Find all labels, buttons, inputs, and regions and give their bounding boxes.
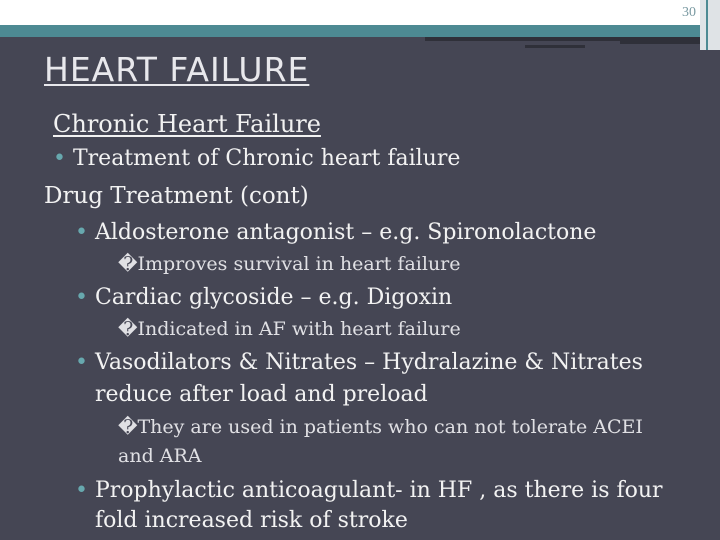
list-item (75, 285, 452, 310)
sub-item-text: Indicated in AF with heart failure (137, 318, 461, 340)
list-item (75, 220, 596, 245)
bullet-icon: • (75, 285, 88, 310)
list-item-continuation: fold increased risk of stroke (95, 508, 408, 533)
sub-item-text: They are used in patients who can not tolerate ACEI (137, 416, 643, 438)
list-item (75, 478, 663, 503)
corner-panel (700, 0, 720, 50)
divider-line (620, 41, 700, 44)
slide-title: HEART FAILURE (44, 50, 310, 89)
bullet-icon: • (53, 146, 66, 171)
list-item-continuation: reduce after load and preload (95, 382, 428, 407)
list-item-text: Vasodilators & Nitrates – Hydralazine & Nitrates (94, 350, 643, 375)
accent-bar (0, 25, 700, 37)
bullet-icon: • (75, 478, 88, 503)
sub-item (118, 416, 643, 438)
note-icon: � (118, 318, 138, 340)
list-item-text: Cardiac glycoside – e.g. Digoxin (94, 285, 453, 310)
bullet-icon: • (75, 220, 88, 245)
list-item-text: Aldosterone antagonist – e.g. Spironolactone (94, 220, 597, 245)
bullet-item (53, 146, 460, 171)
note-icon: � (118, 253, 138, 275)
sub-item-text: Improves survival in heart failure (137, 253, 461, 275)
list-item-text: Prophylactic anticoagulant- in HF , as there is four (94, 478, 663, 503)
header-band (0, 0, 720, 25)
section-heading: Drug Treatment (cont) (44, 183, 309, 209)
list-item (75, 350, 643, 375)
bullet-icon: • (75, 350, 88, 375)
sub-item (118, 318, 461, 340)
sub-item-continuation: and ARA (118, 445, 202, 467)
sub-item (118, 253, 461, 275)
note-icon: � (118, 416, 138, 438)
bullet-text: Treatment of Chronic heart failure (72, 146, 461, 171)
corner-line (706, 0, 708, 50)
divider-line (525, 45, 585, 48)
slide-number: 30 (682, 5, 696, 20)
subtitle: Chronic Heart Failure (53, 110, 321, 138)
